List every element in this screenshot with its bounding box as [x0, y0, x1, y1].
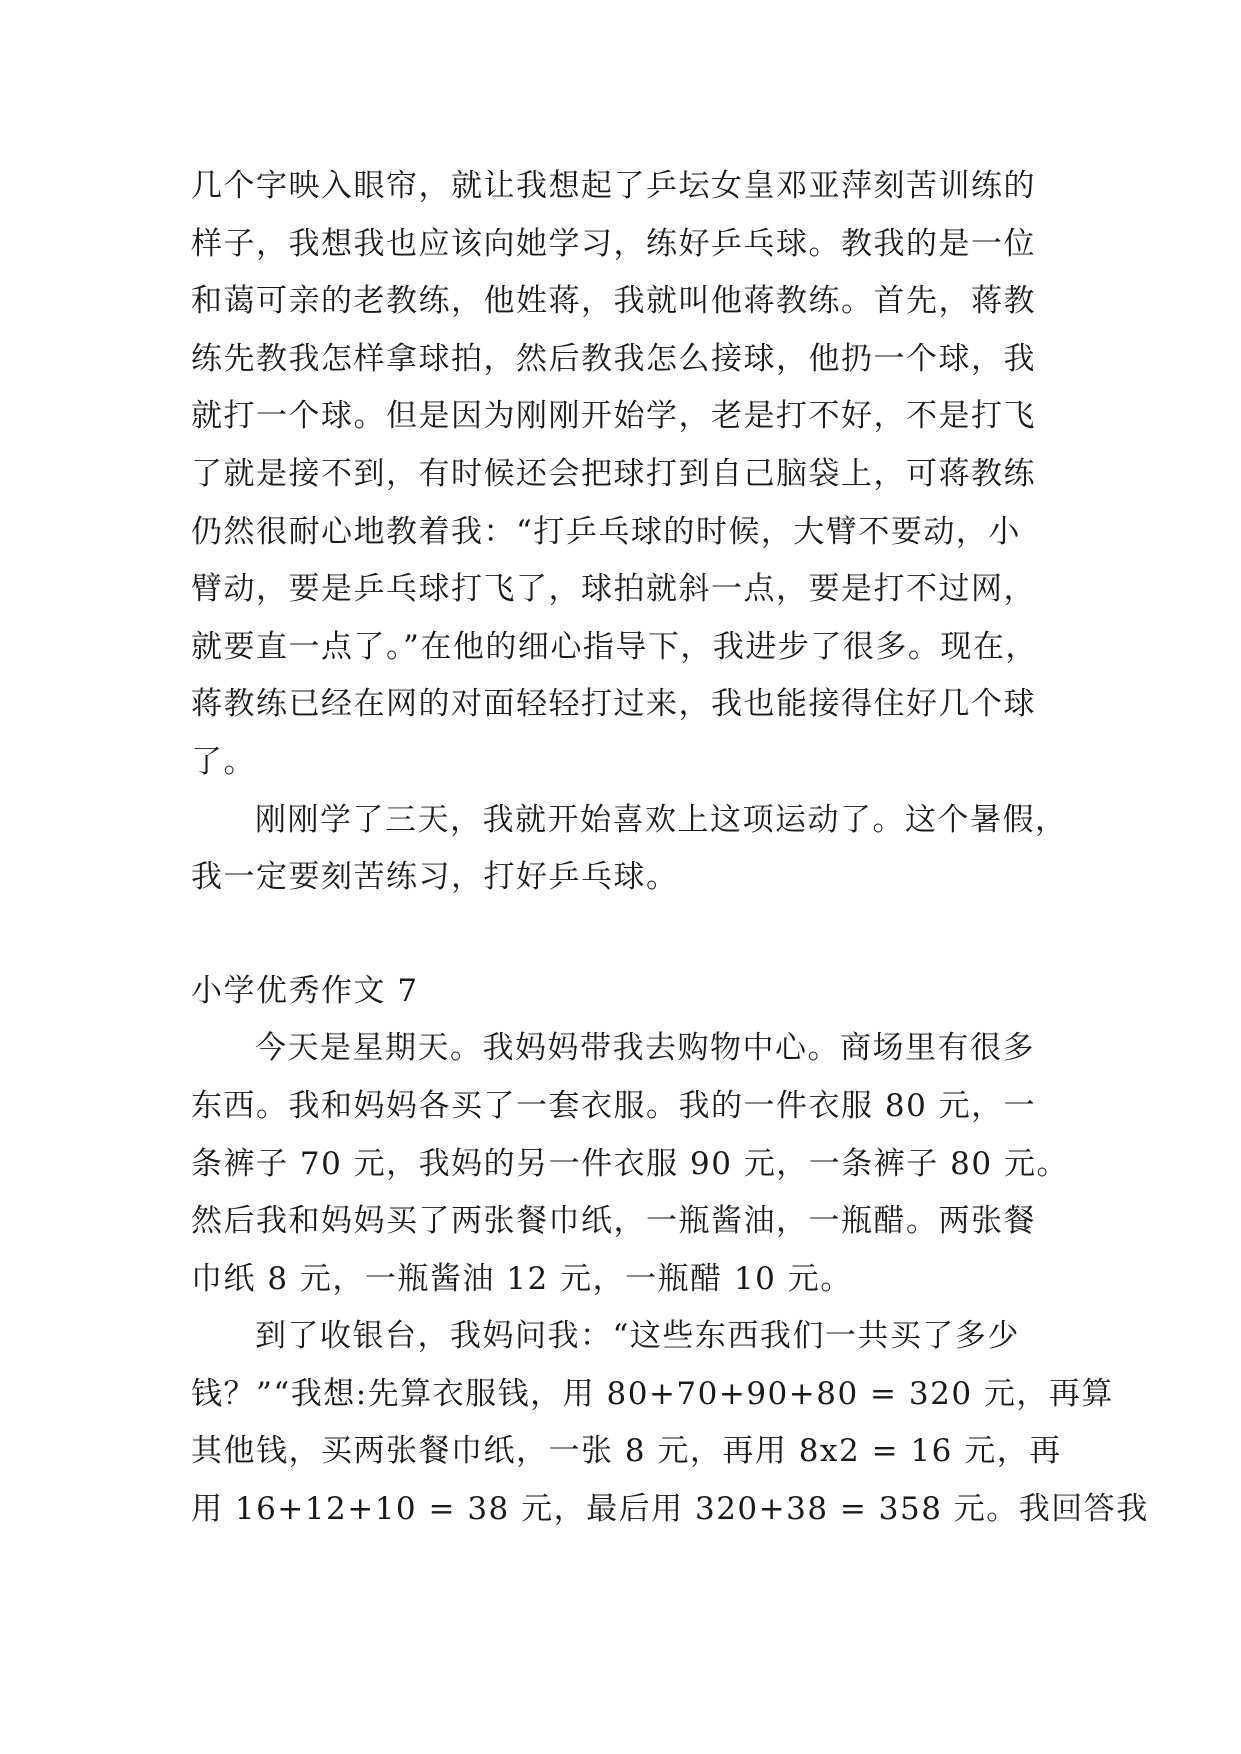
- text-line: 样子，我想我也应该向她学习，练好乒乓球。教我的是一位: [191, 225, 1036, 262]
- text-line: 和蔼可亲的老教练，他姓蒋，我就叫他蒋教练。首先，蒋教: [191, 283, 1036, 320]
- text-line: 了就是接不到，有时候还会把球打到自己脑袋上，可蒋教练: [191, 455, 1036, 492]
- text-line: 练先教我怎样拿球拍，然后教我怎么接球，他扔一个球，我: [191, 340, 1036, 377]
- text-line: 了。: [191, 743, 256, 780]
- paragraph: [191, 792, 1071, 907]
- text-line: 我一定要刻苦练习，打好乒乓球。: [191, 859, 679, 896]
- text-line: 就要直一点了。”在他的细心指导下，我进步了很多。现在，: [191, 628, 1038, 665]
- text-line: 用 16+12+10 = 38 元，最后用 320+38 = 358 元。我回答我: [191, 1491, 1149, 1528]
- text-line: 仍然很耐心地教着我：“打乒乓球的时候，大臂不要动，小: [191, 513, 1021, 550]
- text-line: 今天是星期天。我妈妈带我去购物中心。商场里有很多: [255, 1030, 1035, 1067]
- text-line: 东西。我和妈妈各买了一套衣服。我的一件衣服 80 元，一: [191, 1087, 1037, 1124]
- text-line: 蒋教练已经在网的对面轻轻打过来，我也能接得住好几个球: [191, 686, 1036, 723]
- text-line: 然后我和妈妈买了两张餐巾纸，一瓶酱油，一瓶醋。两张餐: [191, 1203, 1036, 1240]
- text-line: 钱？”“我想:先算衣服钱，用 80+70+90+80 = 320 元，再算: [191, 1375, 1114, 1412]
- paragraph: [191, 1308, 1149, 1538]
- document-body: [191, 158, 1149, 1539]
- text-line: 条裤子 70 元，我妈的另一件衣服 90 元，一条裤子 80 元。: [191, 1145, 1069, 1182]
- text-line: 就打一个球。但是因为刚刚开始学，老是打不好，不是打飞: [191, 398, 1036, 435]
- paragraph: [191, 1020, 1071, 1308]
- text-line: 巾纸 8 元，一瓶酱油 12 元，一瓶醋 10 元。: [191, 1260, 853, 1297]
- paragraph: [191, 158, 1071, 792]
- text-line: 到了收银台，我妈问我：“这些东西我们一共买了多少: [255, 1318, 1020, 1355]
- text-line: 其他钱，买两张餐巾纸，一张 8 元，再用 8x2 = 16 元，再: [191, 1433, 1062, 1470]
- text-line: 臂动，要是乒乓球打飞了，球拍就斜一点，要是打不过网，: [191, 571, 1036, 608]
- text-line: 几个字映入眼帘，就让我想起了乒坛女皇邓亚萍刻苦训练的: [191, 168, 1036, 204]
- text-line: 刚刚学了三天，我就开始喜欢上这项运动了。这个暑假，: [255, 801, 1068, 838]
- section-spacer: [191, 907, 1071, 963]
- section-title: 小学优秀作文 7: [191, 972, 419, 1009]
